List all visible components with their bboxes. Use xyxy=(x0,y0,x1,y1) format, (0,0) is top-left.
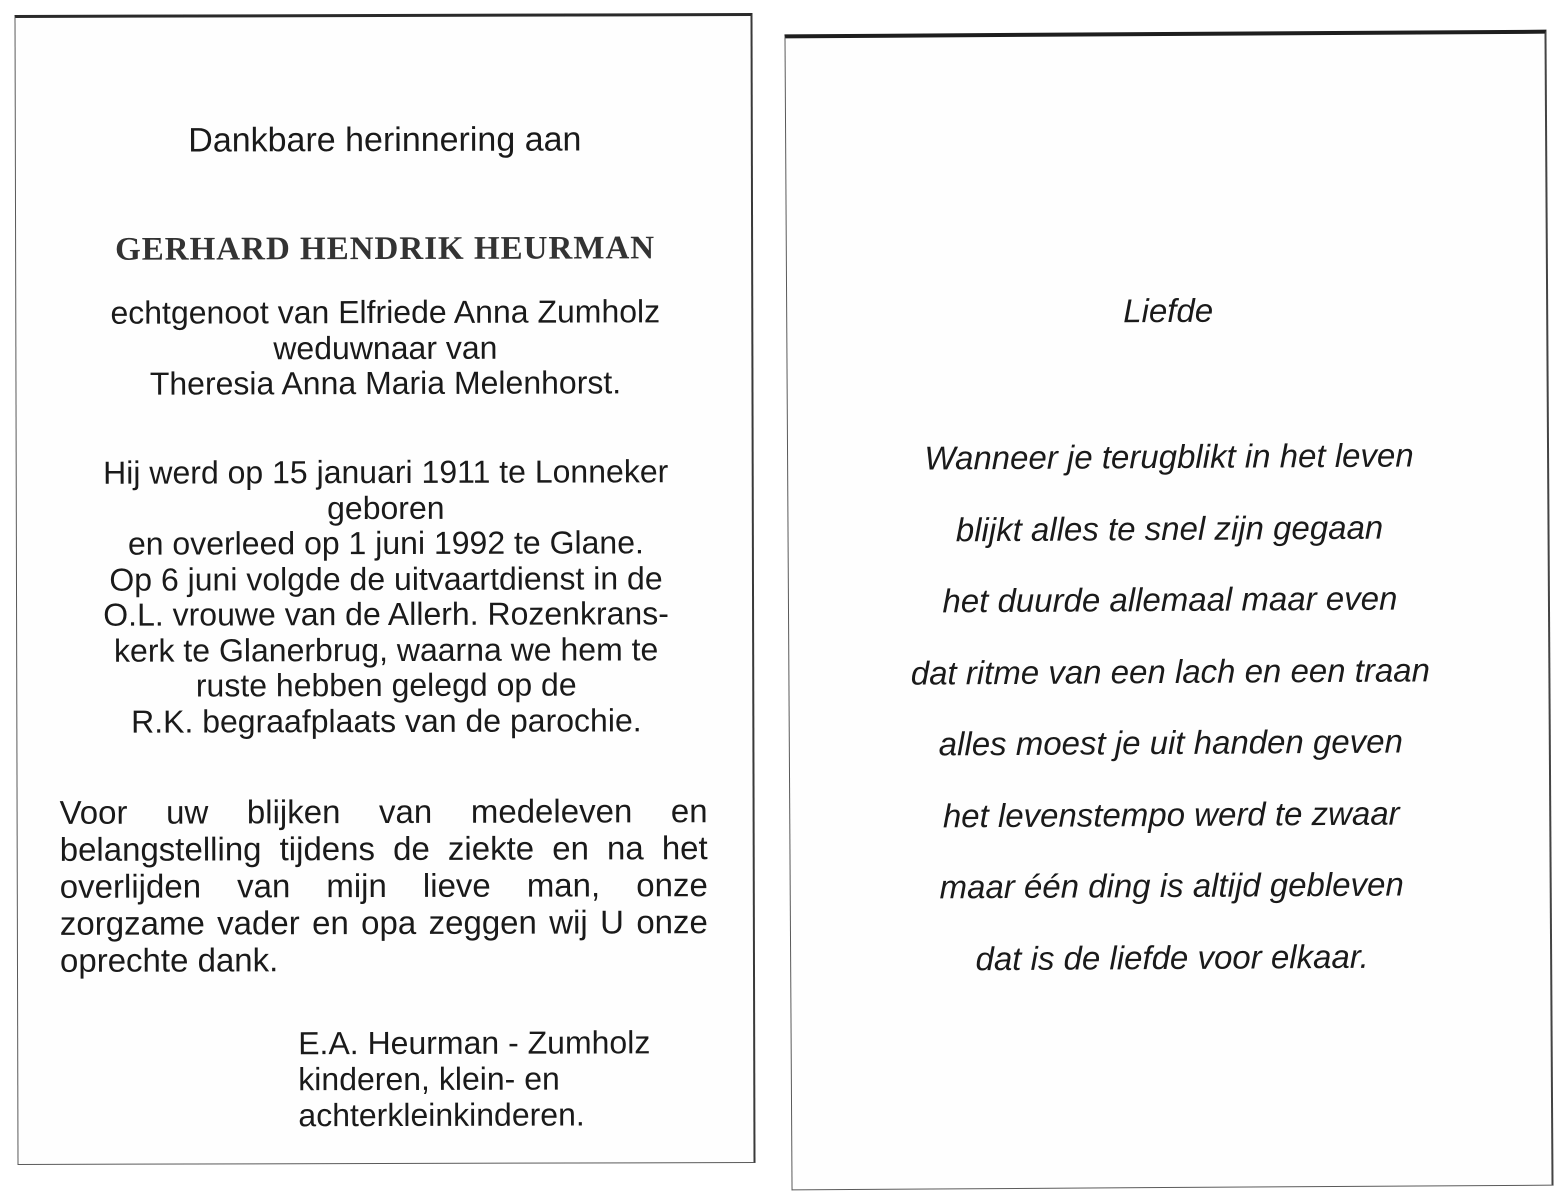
poem-body xyxy=(788,419,1553,996)
signature-block xyxy=(298,1024,738,1133)
poem-line: dat ritme van een lach en een traan xyxy=(910,650,1431,692)
poem-line: dat is de liefde voor elkaar. xyxy=(975,937,1369,977)
life-line: ruste hebben gelegd op de xyxy=(195,666,577,704)
life-line: kerk te Glanerbrug, waarna we hem te xyxy=(113,630,659,669)
spouse-line: weduwnaar van xyxy=(273,329,498,366)
card-heading: Dankbare herinnering aan xyxy=(188,120,582,160)
life-details-block xyxy=(17,454,756,740)
poem-line: alles moest je uit handen geven xyxy=(938,722,1403,763)
poem-line: Wanneer je terugblikt in het leven xyxy=(924,436,1414,477)
deceased-name: GERHARD HENDRIK HEURMAN xyxy=(115,230,656,268)
thanks-paragraph: Voor uw blijken van medeleven en belangstelling tijdens de ziekte en na het overlijden van mijn lieve man, onze zorgzame vader en opa zeggen wij U onze oprechte dank. xyxy=(59,792,708,979)
life-line: Hij werd op 15 januari 1911 te Lonneker xyxy=(103,453,669,491)
poem-line: blijkt alles te snel zijn gegaan xyxy=(955,508,1384,548)
signature-line: achterkleinkinderen. xyxy=(298,1096,585,1134)
life-line: geboren xyxy=(327,489,445,526)
spouse-block xyxy=(16,294,754,402)
spouse-line: Theresia Anna Maria Melenhorst. xyxy=(149,364,622,402)
life-line: Op 6 juni volgde de uitvaartdienst in de xyxy=(109,559,663,598)
signature-line: kinderen, klein- en xyxy=(298,1060,560,1098)
life-line: R.K. begraafplaats van de parochie. xyxy=(131,701,642,740)
life-line: O.L. vrouwe van de Allerh. Rozenkrans- xyxy=(103,595,669,633)
life-line: en overleed op 1 juni 1992 te Glane. xyxy=(127,524,644,562)
signature-line: E.A. Heurman - Zumholz xyxy=(298,1024,651,1062)
poem-line: het duurde allemaal maar even xyxy=(942,579,1398,620)
memorial-card-poem xyxy=(784,30,1553,1191)
spouse-line: echtgenoot van Elfriede Anna Zumholz xyxy=(110,293,661,331)
poem-line: maar één ding is altijd gebleven xyxy=(939,865,1404,906)
poem-title: Liefde xyxy=(1123,291,1214,330)
memorial-card-front xyxy=(14,13,755,1165)
poem-line: het levenstempo werd te zwaar xyxy=(942,794,1400,834)
